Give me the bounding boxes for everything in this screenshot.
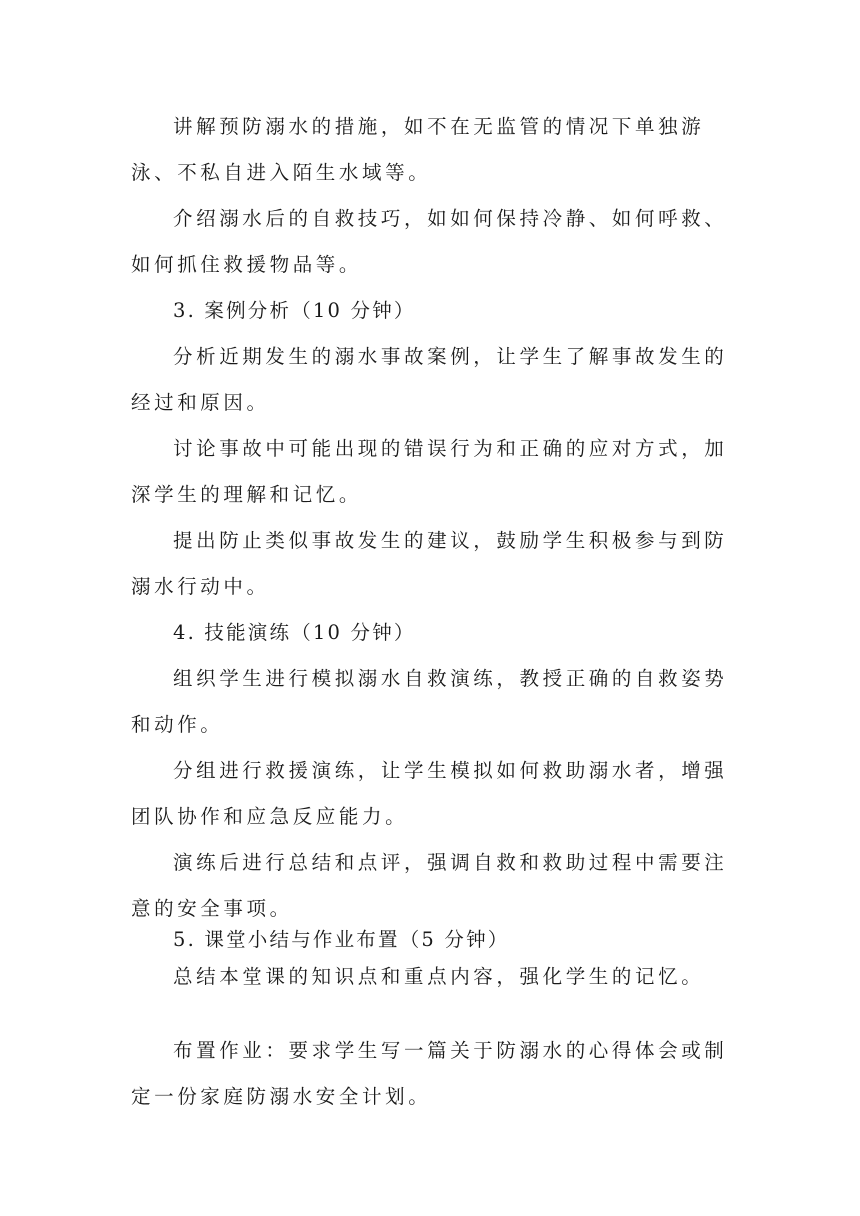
paragraph-analyze-cases: 分析近期发生的溺水事故案例，让学生了解事故发生的经过和原因。 [131,345,728,414]
paragraph-group-rescue-drill: 分组进行救援演练，让学生模拟如何救助溺水者，增强团队协作和应急反应能力。 [131,759,728,828]
paragraph-drill-review: 演练后进行总结和点评，强调自救和救助过程中需要注意的安全事项。 [131,851,728,920]
section-heading-case-analysis: 3. 案例分析（10 分钟） [173,299,416,322]
paragraph-self-rescue-skills: 介绍溺水后的自救技巧，如如何保持冷静、如何呼救、如何抓住救援物品等。 [131,207,728,276]
paragraph-lesson-summary: 总结本堂课的知识点和重点内容，强化学生的记忆。 [173,965,705,988]
section-heading-skill-drill: 4. 技能演练（10 分钟） [173,621,416,644]
paragraph-discuss-errors: 讨论事故中可能出现的错误行为和正确的应对方式，加深学生的理解和记忆。 [131,437,728,506]
paragraph-suggestions: 提出防止类似事故发生的建议，鼓励学生积极参与到防溺水行动中。 [131,529,728,598]
paragraph-self-rescue-drill: 组织学生进行模拟溺水自救演练，教授正确的自救姿势和动作。 [131,667,728,736]
paragraph-prevention-measures: 讲解预防溺水的措施，如不在无监管的情况下单独游泳、不私自进入陌生水域等。 [131,115,705,184]
section-heading-summary-homework: 5. 课堂小结与作业布置（5 分钟） [173,928,510,951]
paragraph-homework: 布置作业：要求学生写一篇关于防溺水的心得体会或制定一份家庭防溺水安全计划。 [131,1039,728,1108]
